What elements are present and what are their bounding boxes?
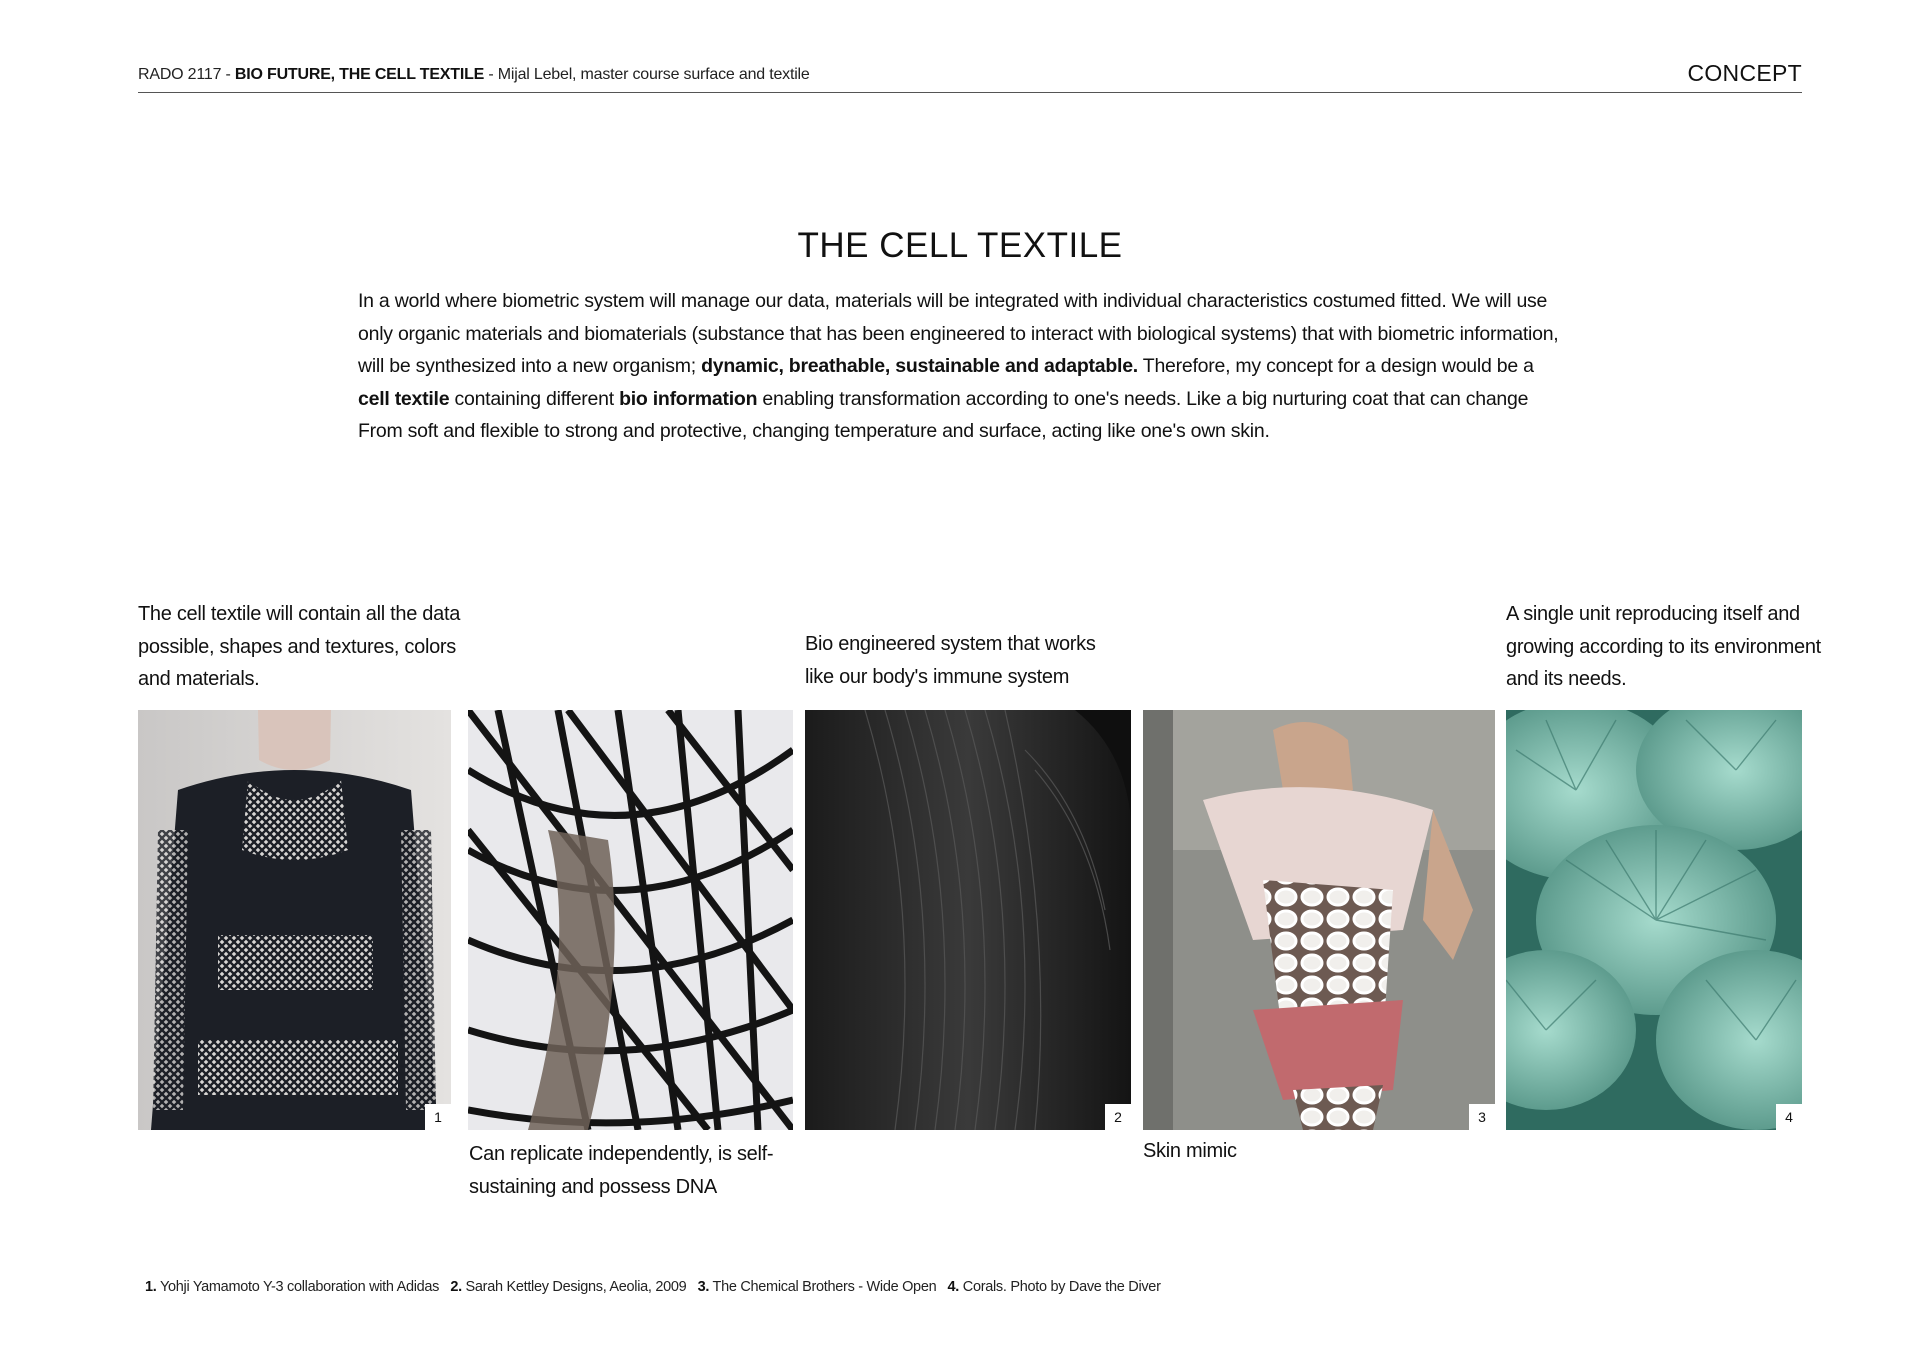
credit-4-number: 4. <box>947 1279 960 1295</box>
credit-1-number: 1. <box>145 1279 157 1295</box>
image-credits <box>145 1279 1161 1295</box>
caption-immune: Bio engineered system that works like our body's immune system <box>805 633 1096 688</box>
header-author: - Mijal Lebel, master course surface and textile <box>488 66 810 83</box>
photo-skin-mimic <box>1143 710 1495 1130</box>
credit-3-number: 3. <box>697 1279 710 1295</box>
photo-mesh-knit-top <box>138 710 451 1130</box>
photo-number-4: 4 <box>1776 1104 1802 1130</box>
photo-corals <box>1506 710 1802 1130</box>
caption-skin-mimic: Skin mimic <box>1143 1140 1237 1162</box>
photo-number-2: 2 <box>1105 1104 1131 1130</box>
header-section-label: CONCEPT <box>1687 60 1802 86</box>
photo-ribbed-dress <box>805 710 1131 1130</box>
page-title: THE CELL TEXTILE <box>797 226 1123 265</box>
credit-1-text: Yohji Yamamoto Y-3 collaboration with Adidas <box>159 1279 440 1295</box>
photo-lattice-structure <box>468 710 793 1130</box>
credit-2-number: 2. <box>450 1279 462 1295</box>
page-header <box>138 60 1802 93</box>
photo-number-1: 1 <box>425 1104 451 1130</box>
caption-growing: A single unit reproducing itself and growing according to its environment and its needs. <box>1506 603 1821 690</box>
intro-bold-2: cell textile <box>358 387 450 410</box>
header-project-title: BIO FUTURE, THE CELL TEXTILE <box>234 66 485 83</box>
photo-number-3: 3 <box>1469 1104 1495 1130</box>
credit-2-text: Sarah Kettley Designs, Aeolia, 2009 <box>465 1279 687 1295</box>
credit-4-text: Corals. Photo by Dave the Diver <box>962 1279 1161 1295</box>
intro-text-3: containing different <box>449 387 620 410</box>
credit-3-text: The Chemical Brothers - Wide Open <box>712 1279 937 1295</box>
intro-bold-1: dynamic, breathable, sustainable and adaptable. <box>701 355 1138 377</box>
intro-text-4: enabling transformation according to one's needs. Like a big nurturing coat that can change From soft and flexible to strong and protective, changing temperature and surface, acting like one's own skin. <box>358 387 1529 442</box>
intro-paragraph <box>358 285 1568 448</box>
header-project-line <box>138 66 810 84</box>
header-prefix: RADO 2117 - <box>138 66 231 83</box>
caption-replicate: Can replicate independently, is self-sustaining and possess DNA <box>469 1143 774 1198</box>
intro-text-2: Therefore, my concept for a design would be a <box>1137 355 1534 377</box>
caption-data: The cell textile will contain all the data possible, shapes and textures, colors and materials. <box>138 603 461 690</box>
intro-text-1: In a world where biometric system will manage our data, materials will be integrated with individual characteristics costumed fitted. We will use only organic materials and biomaterials (substance that has been engineered to interact with biological systems) that with biometric information, will be synthesized into a new organism; <box>358 290 1559 377</box>
intro-bold-3: bio information <box>619 387 758 410</box>
